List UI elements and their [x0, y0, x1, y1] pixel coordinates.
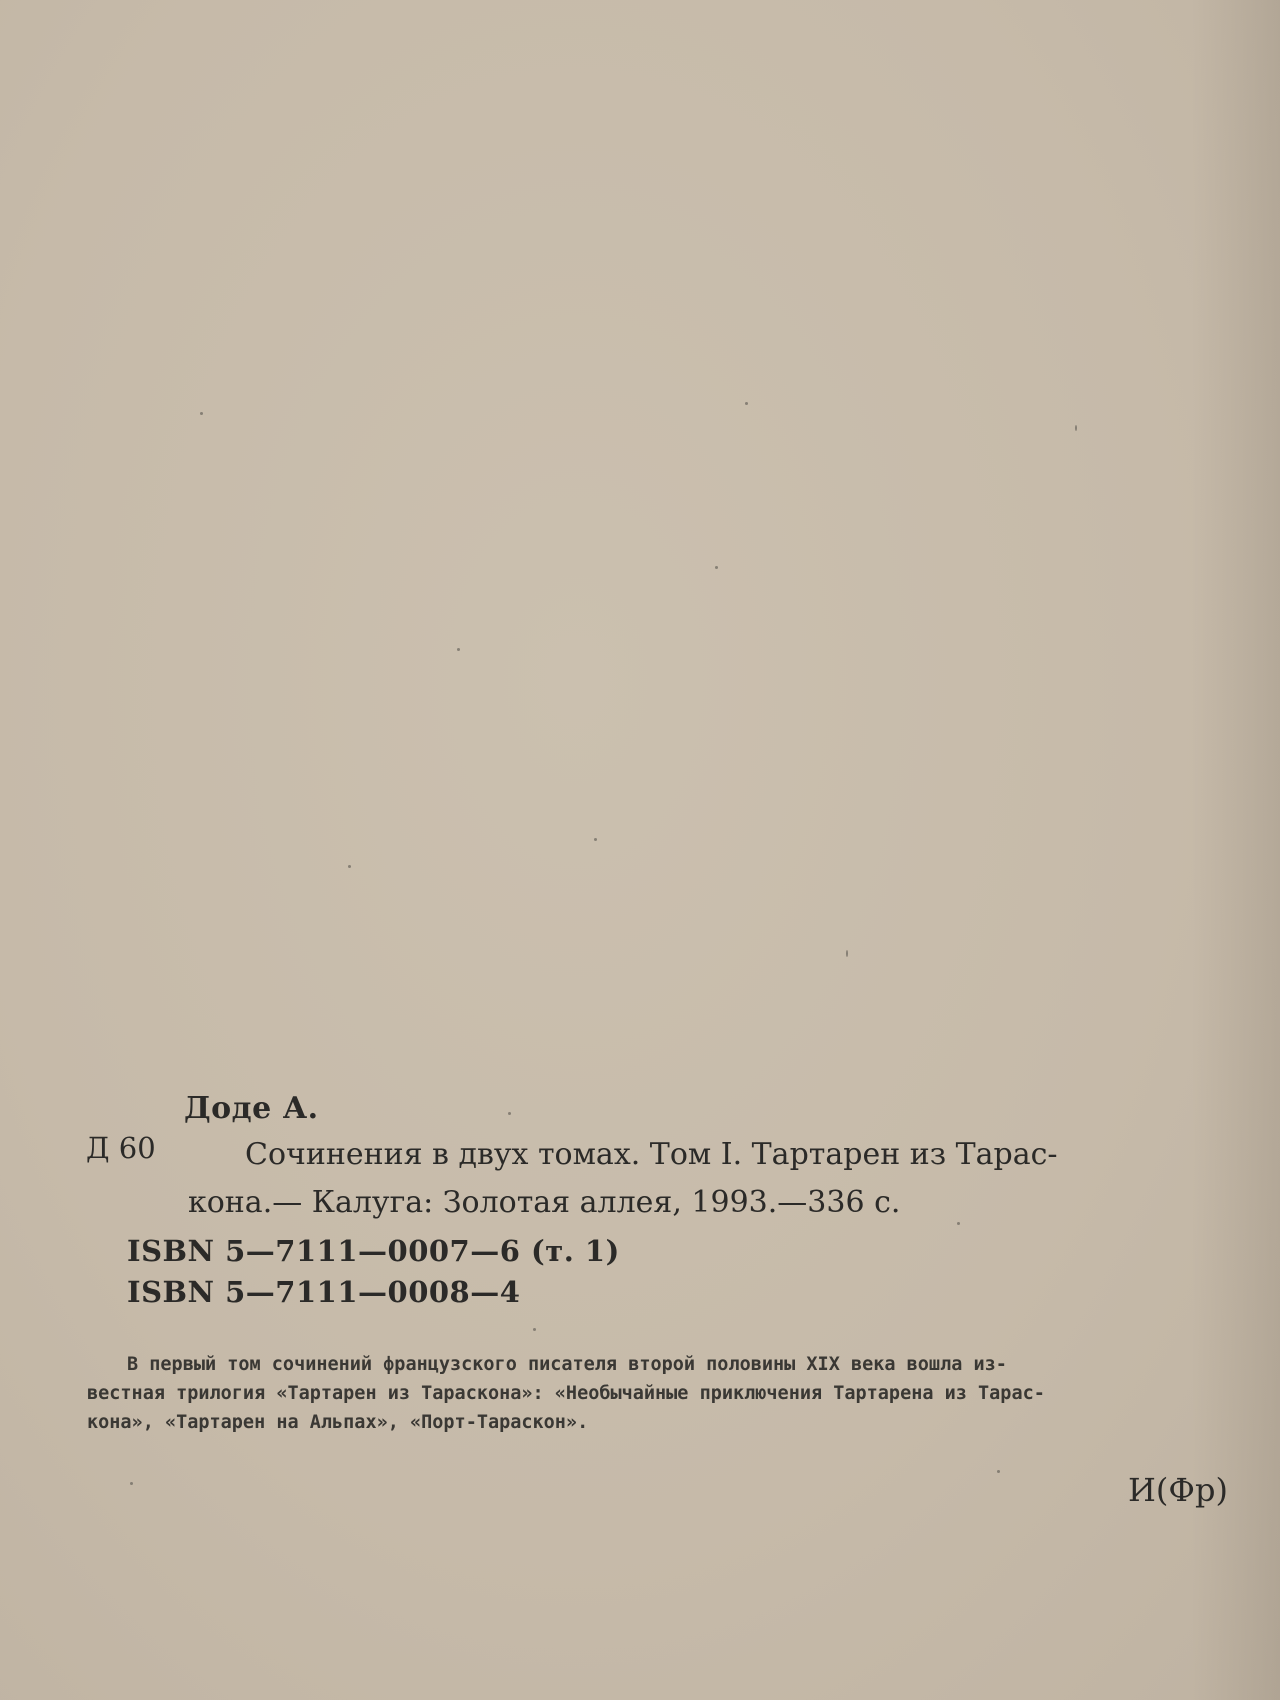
paper-speck — [508, 1112, 511, 1115]
library-code: Д 60 — [86, 1131, 156, 1165]
isbn-volume: ISBN 5—7111—0007—6 (т. 1) — [127, 1234, 620, 1268]
bibliographic-description — [188, 1131, 1230, 1227]
paper-speck — [745, 402, 748, 405]
paper-speck — [457, 648, 460, 651]
annotation-text — [87, 1350, 1237, 1437]
annotation-line: вестная трилогия «Тартарен из Тараскона»: «Необычайные приключения Тартарена из Тарас- — [87, 1383, 1045, 1404]
paper-speck — [594, 838, 597, 841]
paper-speck — [846, 950, 848, 957]
description-line: кона.— Калуга: Золотая аллея, 1993.—336 с. — [188, 1185, 901, 1220]
annotation-line: В первый том сочинений французского писателя второй половины XIX века вошла из- — [127, 1354, 1007, 1375]
paper-speck — [533, 1328, 536, 1331]
paper-speck — [997, 1470, 1000, 1473]
paper-speck — [715, 566, 718, 569]
classification-code: И(Фр) — [1128, 1471, 1228, 1509]
author-name: Доде А. — [184, 1091, 319, 1126]
description-line: Сочинения в двух томах. Том I. Тартарен из Тарас- — [245, 1137, 1058, 1172]
paper-speck — [130, 1482, 133, 1485]
paper-speck — [1075, 425, 1077, 431]
annotation-line: кона», «Тартарен на Альпах», «Порт-Тараскон». — [87, 1412, 589, 1433]
paper-speck — [200, 412, 203, 415]
isbn-set: ISBN 5—7111—0008—4 — [127, 1275, 521, 1309]
paper-speck — [348, 865, 351, 868]
